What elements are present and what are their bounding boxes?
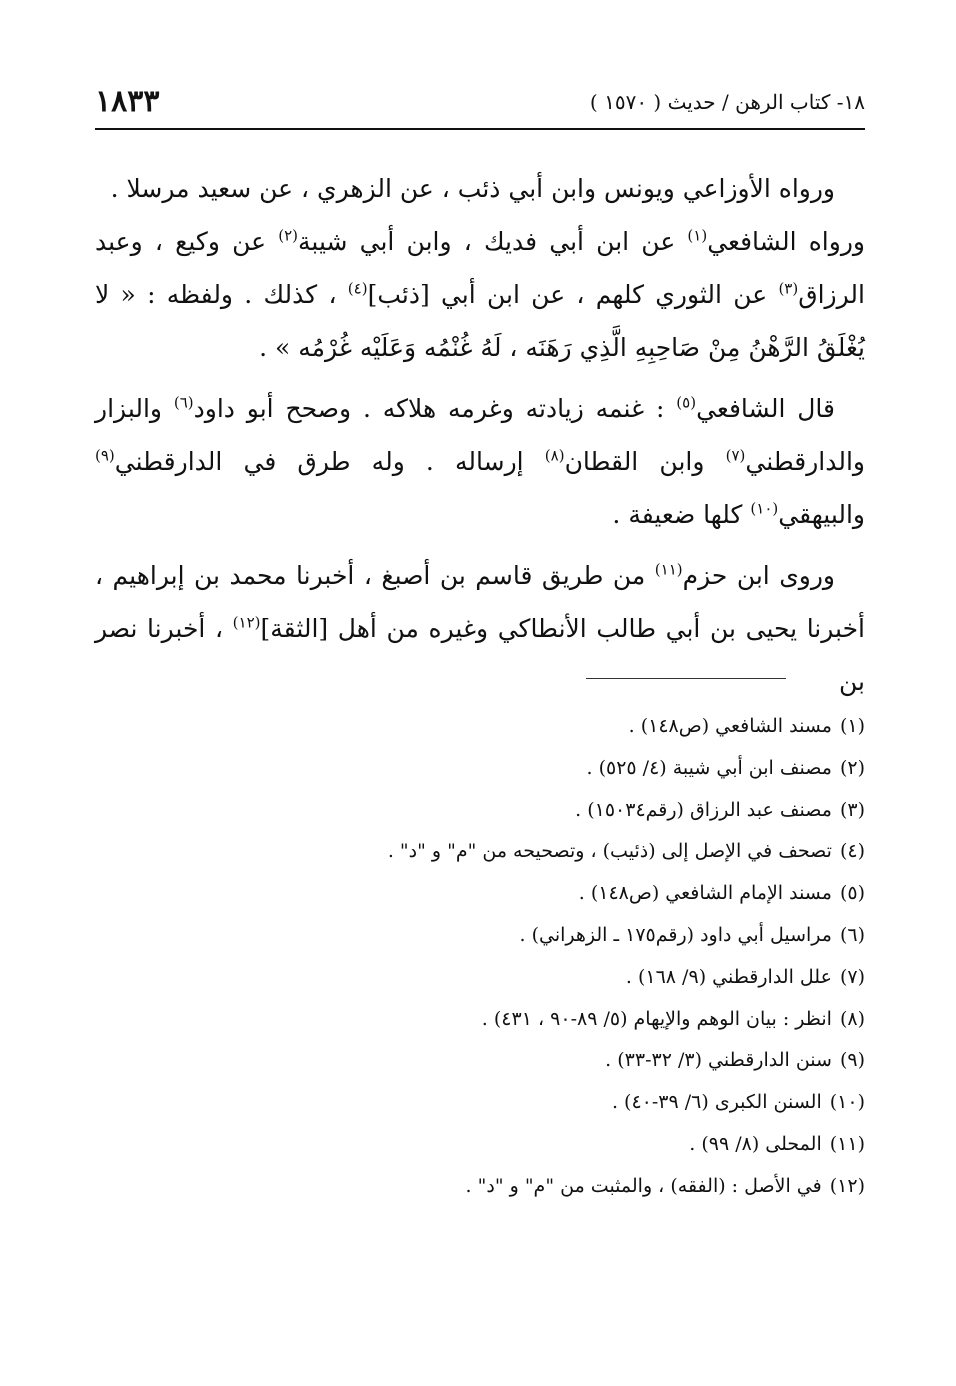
paragraph-1 [95, 162, 865, 374]
text-span: ورواه الأوزاعي ويونس وابن أبي ذئب ، عن الزهري ، عن سعيد مرسلا . [110, 174, 835, 203]
footnote-item [95, 1166, 865, 1208]
footnote-item [95, 1082, 865, 1124]
footnote-number: (٤) [839, 840, 865, 863]
footnote-item [95, 748, 865, 790]
text-span: كلها ضعيفة . [612, 500, 751, 529]
footnote-ref: (٨) [544, 446, 565, 465]
footnote-text: مسند الإمام الشافعي (ص١٤٨) . [578, 882, 832, 905]
paragraph-3 [95, 549, 865, 708]
footnote-item [95, 1040, 865, 1082]
page-header [95, 84, 865, 124]
footnote-item [95, 1124, 865, 1166]
text-span: عن الثوري كلهم ، عن ابن أبي [ذئب] [367, 280, 779, 309]
footnote-number: (٣) [839, 798, 865, 821]
footnote-ref: (٩) [95, 446, 115, 465]
page-number: ١٨٣٣ [95, 84, 160, 119]
text-span: عن وكيع ، وعبد الرزاق [95, 227, 865, 309]
footnote-item [95, 790, 865, 832]
footnote-number: (١) [839, 715, 865, 737]
footnote-item [95, 873, 865, 915]
text-span: والبيهقي [778, 500, 865, 529]
text-span: من طريق قاسم بن أصبغ ، أخبرنا محمد بن إبراهيم ، أخبرنا يحيى بن أبي طالب الأنطاكي وغيره من أهل [الثقة] [95, 561, 866, 643]
text-span: عن ابن أبي فديك ، وابن أبي شيبة [298, 227, 688, 256]
footnote-ref: (٣) [778, 279, 799, 298]
footnote-ref: (٥) [676, 393, 697, 412]
footnote-text: مراسيل أبي داود (رقم١٧٥ ـ الزهراني) . [519, 923, 832, 946]
main-text [95, 162, 865, 716]
footnote-text: علل الدارقطني (٩/ ١٦٨) . [625, 965, 832, 988]
footnote-number: (٧) [839, 965, 865, 988]
header-rule [95, 128, 865, 130]
footnote-text: مصنف عبد الرزاق (رقم١٥٠٣٤) . [575, 798, 832, 821]
footnote-number: (١٢) [829, 1174, 865, 1197]
footnote-item [95, 831, 865, 873]
footnote-ref: (١) [687, 226, 708, 245]
text-span: ، كذلك . ولفظه : « لا يُغْلَقُ الرَّهْنُ مِنْ صَاحِبِهِ الَّذِي رَهَنَه ، لَهُ غُنْمُه وَعَلَيْه غُرْمُه » . [95, 280, 865, 362]
footnote-number: (٥) [839, 882, 865, 905]
footnote-number: (١٠) [829, 1091, 865, 1114]
footnote-item [95, 999, 865, 1041]
footnote-ref: (٧) [725, 446, 746, 465]
footnote-item [95, 915, 865, 957]
footnote-text: انظر : بيان الوهم والإيهام (٥/ ٨٩-٩٠ ، ٤٣١) . [481, 1007, 832, 1030]
text-span: ، أخبرنا نصر بن [95, 614, 865, 696]
footnote-text: مصنف ابن أبي شيبة (٤/ ٥٢٥) . [586, 756, 832, 779]
footnote-text: في الأصل : (الفقه) ، والمثبت من "م" و "د" . [465, 1174, 822, 1197]
text-span: وابن القطان [564, 447, 726, 476]
footnote-ref: (١٠) [750, 499, 779, 518]
footnote-ref: (٤) [347, 279, 368, 298]
footnote-text: المحلى (٨/ ٩٩) . [689, 1132, 822, 1155]
footnotes [95, 706, 865, 1208]
footnote-item [95, 706, 865, 748]
text-span: وروى ابن حزم [682, 561, 836, 590]
footnote-number: (٩) [839, 1049, 865, 1072]
footnote-text: مسند الشافعي (ص١٤٨) . [628, 715, 832, 737]
text-span: قال الشافعي [696, 394, 835, 423]
footnote-text: سنن الدارقطني (٣/ ٣٢-٣٣) . [605, 1049, 832, 1072]
footnote-number: (١١) [829, 1132, 865, 1155]
text-span: : غنمه زيادته وغرمه هلاكه . وصحح أبو داود [193, 394, 677, 423]
footnote-ref: (١٢) [232, 613, 261, 632]
footnote-separator [586, 678, 786, 679]
footnote-text: تصحف في الإصل إلى (ذئيب) ، وتصحيحه من "م" و "د" . [387, 840, 832, 863]
text-span: ورواه الشافعي [707, 227, 865, 256]
paragraph-2 [95, 382, 865, 541]
footnote-ref: (٦) [173, 393, 194, 412]
footnote-number: (٦) [839, 923, 865, 946]
footnote-item [95, 957, 865, 999]
footnote-ref: (١١) [654, 560, 683, 579]
running-title: ١٨- كتاب الرهن / حديث ( ١٥٧٠ ) [589, 90, 865, 114]
footnote-number: (٨) [839, 1007, 865, 1030]
footnote-number: (٢) [839, 756, 865, 779]
footnote-ref: (٢) [278, 226, 298, 245]
text-span: إرساله . وله طرق في الدارقطني [114, 447, 545, 476]
footnote-text: السنن الكبرى (٦/ ٣٩-٤٠) . [611, 1091, 822, 1114]
text-span: والبزار والدارقطني [95, 394, 865, 476]
